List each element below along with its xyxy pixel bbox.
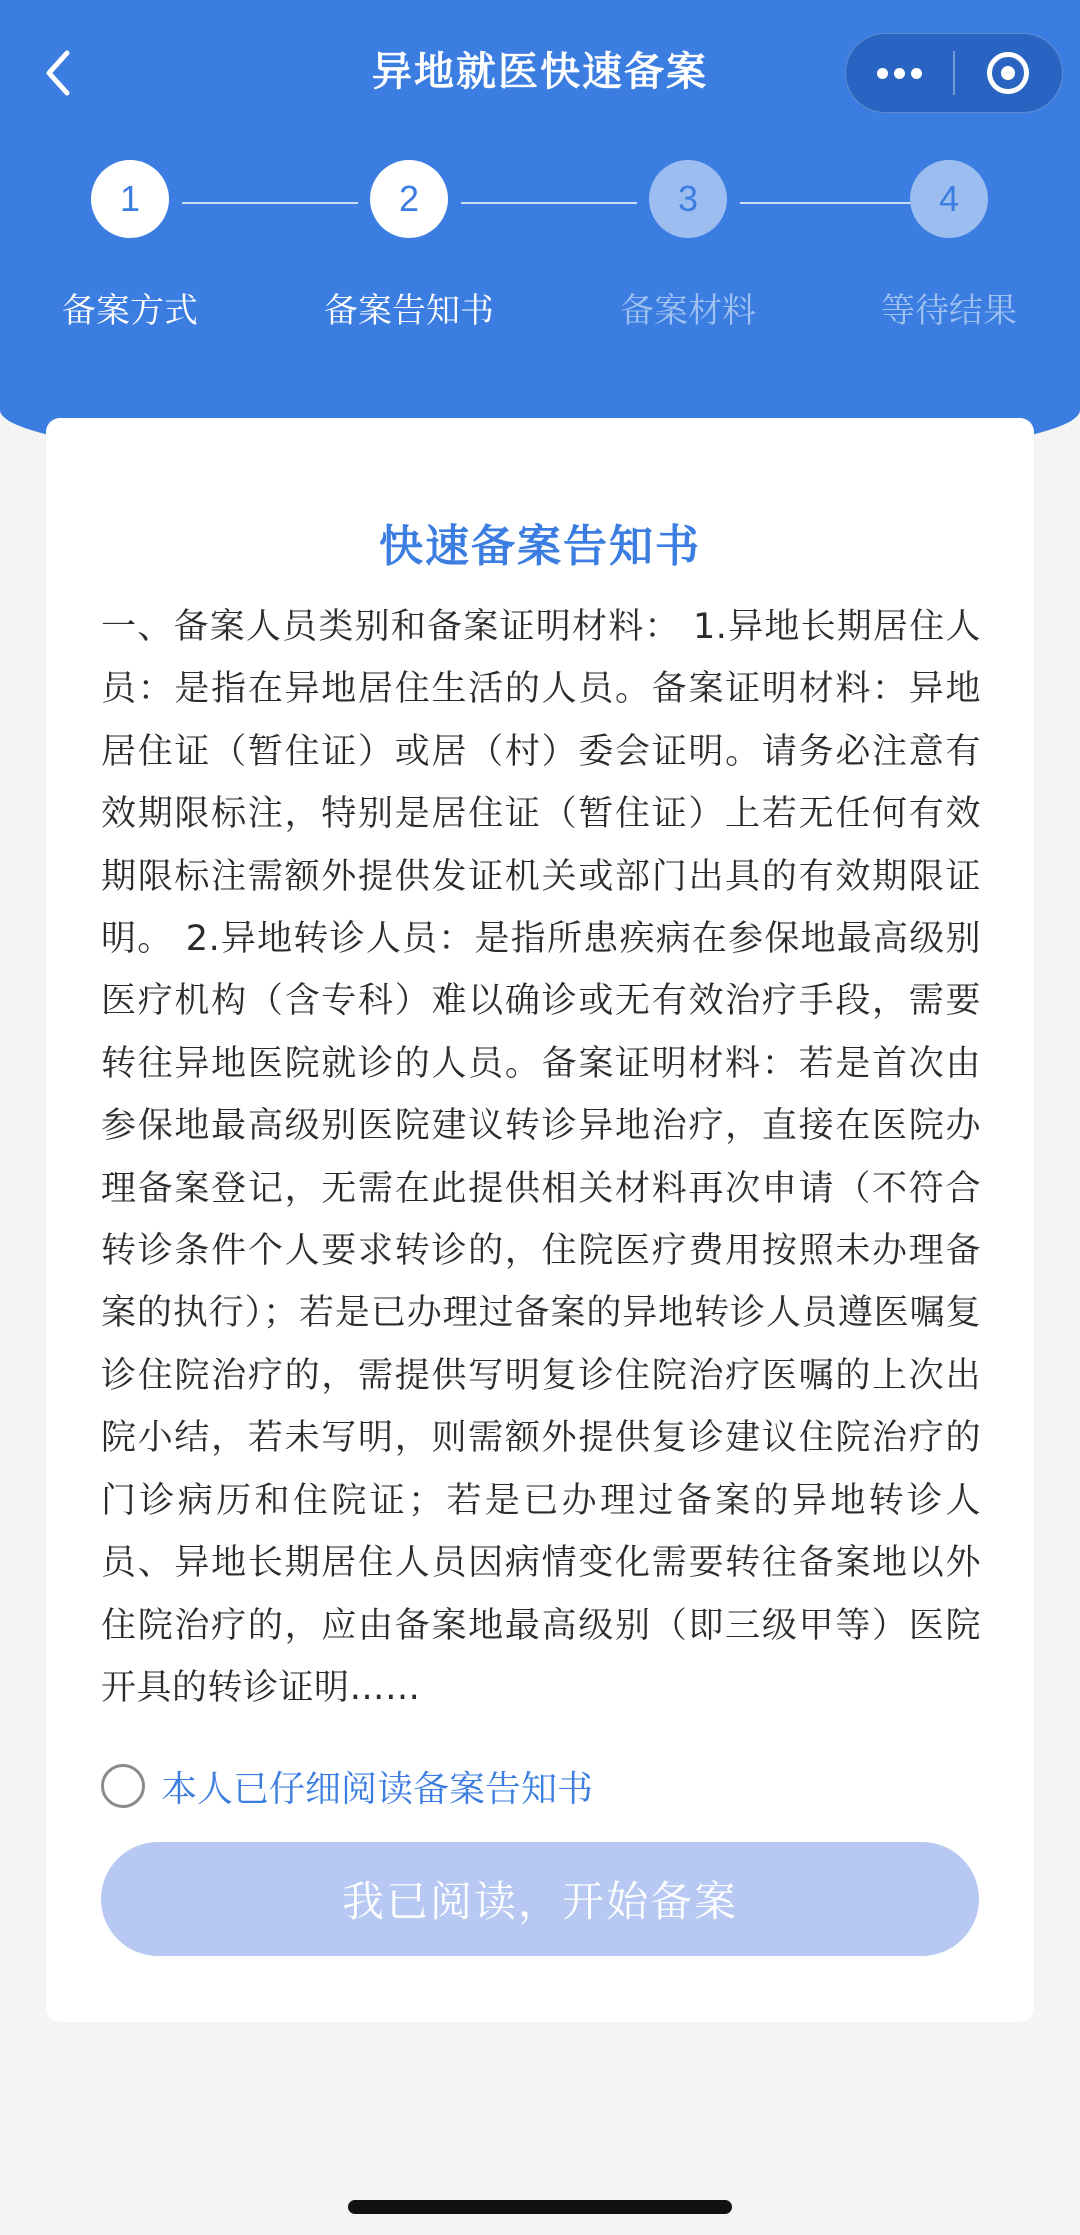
step-number: 4 (910, 160, 988, 238)
step-label: 等待结果 (881, 291, 1017, 331)
more-button[interactable] (846, 33, 953, 113)
navbar (0, 0, 1080, 150)
start-filing-button[interactable]: 我已阅读，开始备案 (101, 1842, 979, 1956)
notice-title: 快速备案告知书 (379, 521, 701, 572)
close-miniprogram-button[interactable] (955, 33, 1062, 113)
agree-label: 本人已仔细阅读备案告知书 (161, 1768, 594, 1810)
step-label: 备案告知书 (324, 291, 494, 331)
agree-checkbox-row[interactable] (101, 1758, 593, 1814)
target-icon (987, 52, 1029, 94)
progress-stepper (0, 160, 1080, 340)
step-number: 3 (649, 160, 727, 238)
step-number: 2 (370, 160, 448, 238)
step-label: 备案方式 (62, 291, 198, 331)
step-1 (20, 160, 240, 332)
page-title: 异地就医快速备案 (372, 49, 708, 95)
miniprogram-capsule (845, 33, 1063, 113)
agree-radio[interactable] (101, 1764, 145, 1808)
notice-body: 一、备案人员类别和备案证明材料： 1.异地长期居住人员：是指在异地居住生活的人员。备案证明材料：异地居住证（暂住证）或居（村）委会证明。请务必注意有效期限标注，特别是居住证（暂住证）上若无任何有效期限标注需额外提供发证机关或部门出具的有效期限证明。 2.异地转诊人员：是指所患疾病在参保地最高级别医疗机构（含专科）难以确诊或无有效治疗手段，需要转往异地医院就诊的人员。备案证明材料：若是首次由参保地最高级别医院建议转诊异地治疗，直接在医院办理备案登记，无需在此提供相关材料再次申请（不符合转诊条件个人要求转诊的，住院医疗费用按照未办理备案的执行）；若是已办理过备案的异地转诊人员遵医嘱复诊住院治疗的，需提供写明复诊住院治疗医嘱的上次出院小结，若未写明，则需额外提供复诊建议住院治疗的门诊病历和住院证；若是已办理过备案的异地转诊人员、异地长期居住人员因病情变化需要转往备案地以外住院治疗的，应由备案地最高级别（即三级甲等）医院开具的转诊证明…… (101, 607, 981, 1708)
step-number: 1 (91, 160, 169, 238)
step-label: 备案材料 (620, 291, 756, 331)
step-3 (578, 160, 798, 332)
step-2 (299, 160, 519, 332)
more-dots-icon (877, 68, 922, 79)
home-indicator (348, 2200, 732, 2214)
step-4 (839, 160, 1059, 332)
notice-card (46, 418, 1034, 2022)
notice-scroll-area[interactable] (101, 596, 981, 1708)
